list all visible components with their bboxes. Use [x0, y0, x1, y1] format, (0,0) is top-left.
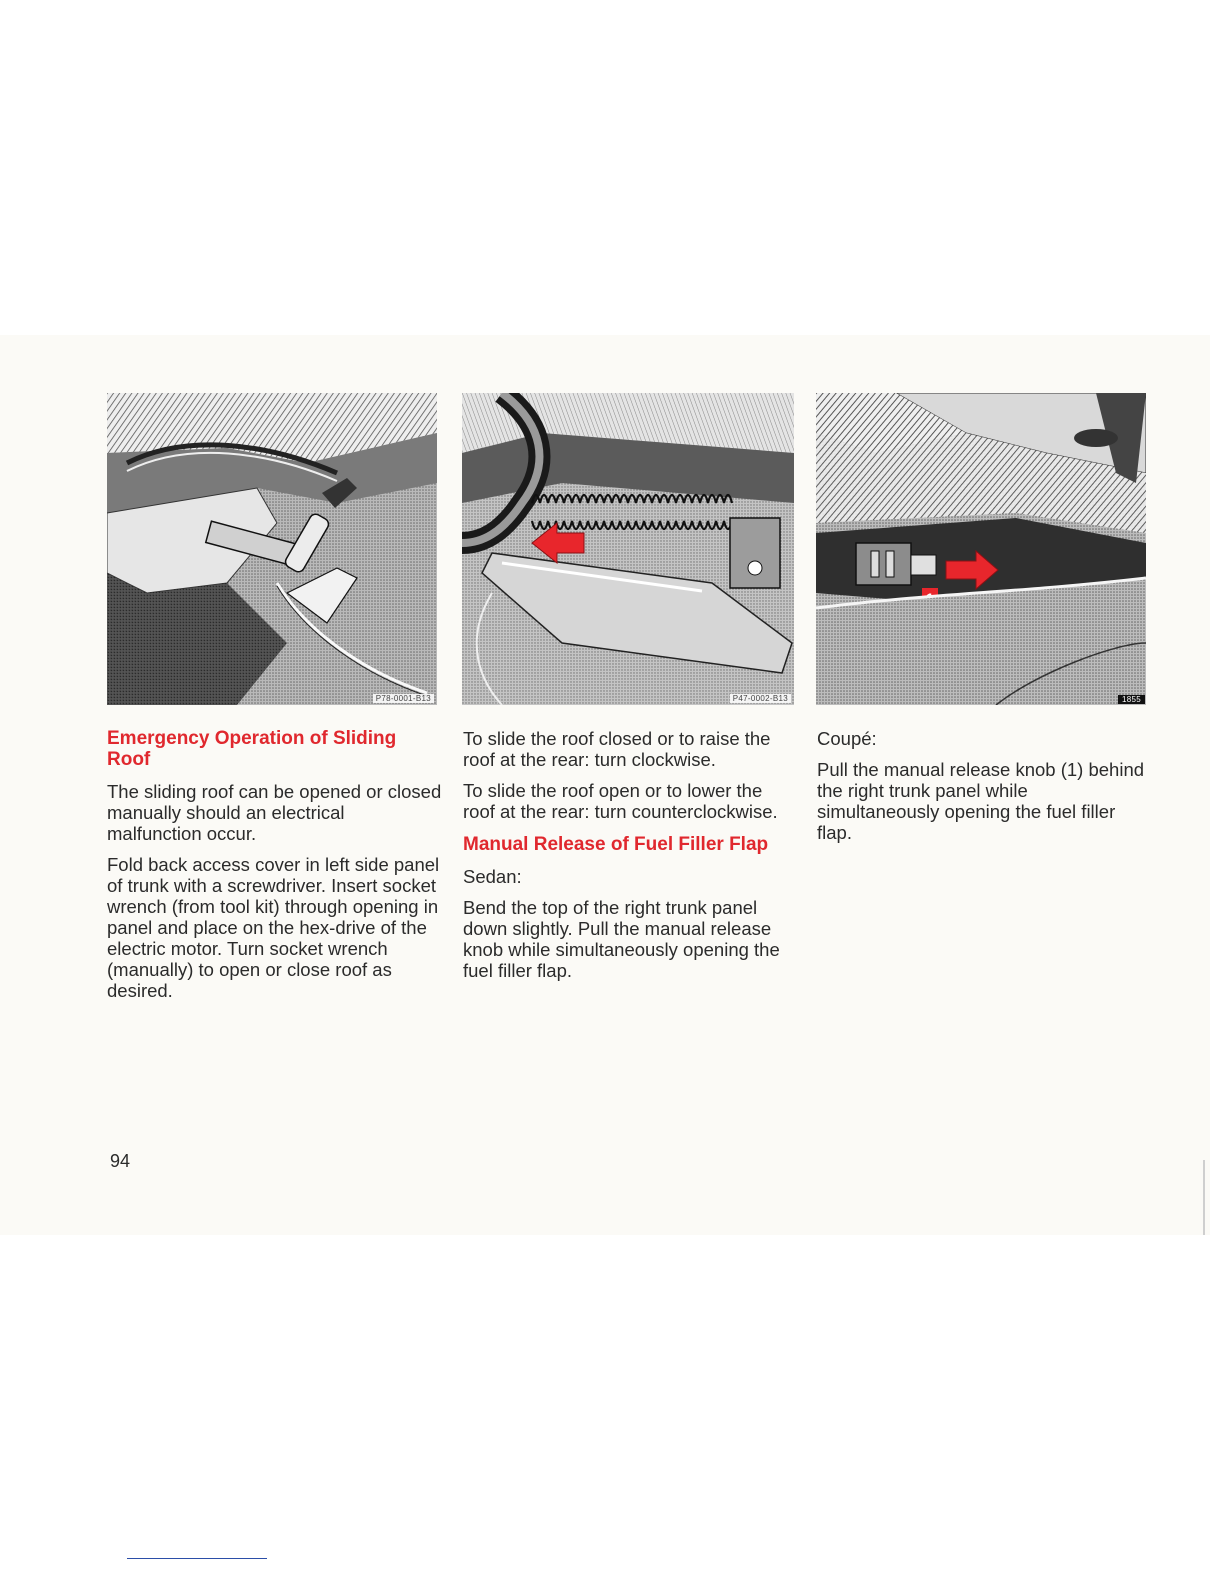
column-sliding-roof	[107, 728, 442, 1011]
figure-code: P78-0001-B13	[373, 694, 434, 703]
illustration-trunk-wrench	[107, 393, 437, 705]
illustration-fuel-release-spring	[462, 393, 794, 705]
column-fuel-flap-coupe	[817, 728, 1152, 853]
section-heading-fuel-flap: Manual Release of Fuel Filler Flap	[463, 834, 769, 855]
subheading-coupe: Coupé:	[817, 728, 877, 749]
page-number: 94	[110, 1151, 131, 1171]
subheading-sedan: Sedan:	[463, 866, 522, 887]
paragraph: To slide the roof closed or to raise the roof at the rear: turn clockwise.	[463, 728, 771, 770]
figure-code: P47-0002-B13	[730, 694, 791, 703]
illustration-release-knob	[816, 393, 1146, 705]
figure-sliding-roof-wrench	[107, 393, 437, 705]
paragraph: To slide the roof open or to lower the roof at the rear: turn counterclockwise.	[463, 780, 778, 822]
figure-code: 1855	[1118, 695, 1145, 704]
paragraph: The sliding roof can be opened or closed manually should an electrical malfunction occur.	[107, 781, 442, 844]
paragraph: Fold back access cover in left side panel of trunk with a screwdriver. Insert socket wrench (from tool kit) through opening in panel and place on the hex-drive of the electric motor. Turn socket wrench (manually) to open or close roof as desired.	[107, 854, 440, 1001]
paragraph: Pull the manual release knob (1) behind the right trunk panel while simultaneously opening the fuel filler flap.	[817, 759, 1145, 843]
column-fuel-flap-sedan	[463, 728, 798, 991]
figure-fuel-flap-coupe	[816, 393, 1146, 705]
section-heading-sliding-roof: Emergency Operation of Sliding Roof	[107, 728, 397, 770]
figure-fuel-flap-sedan	[462, 393, 794, 705]
bottom-rule	[127, 1558, 267, 1559]
paragraph: Bend the top of the right trunk panel down slightly. Pull the manual release knob while simultaneously opening the fuel filler flap.	[463, 897, 780, 981]
page-edge-line	[1203, 1160, 1205, 1235]
